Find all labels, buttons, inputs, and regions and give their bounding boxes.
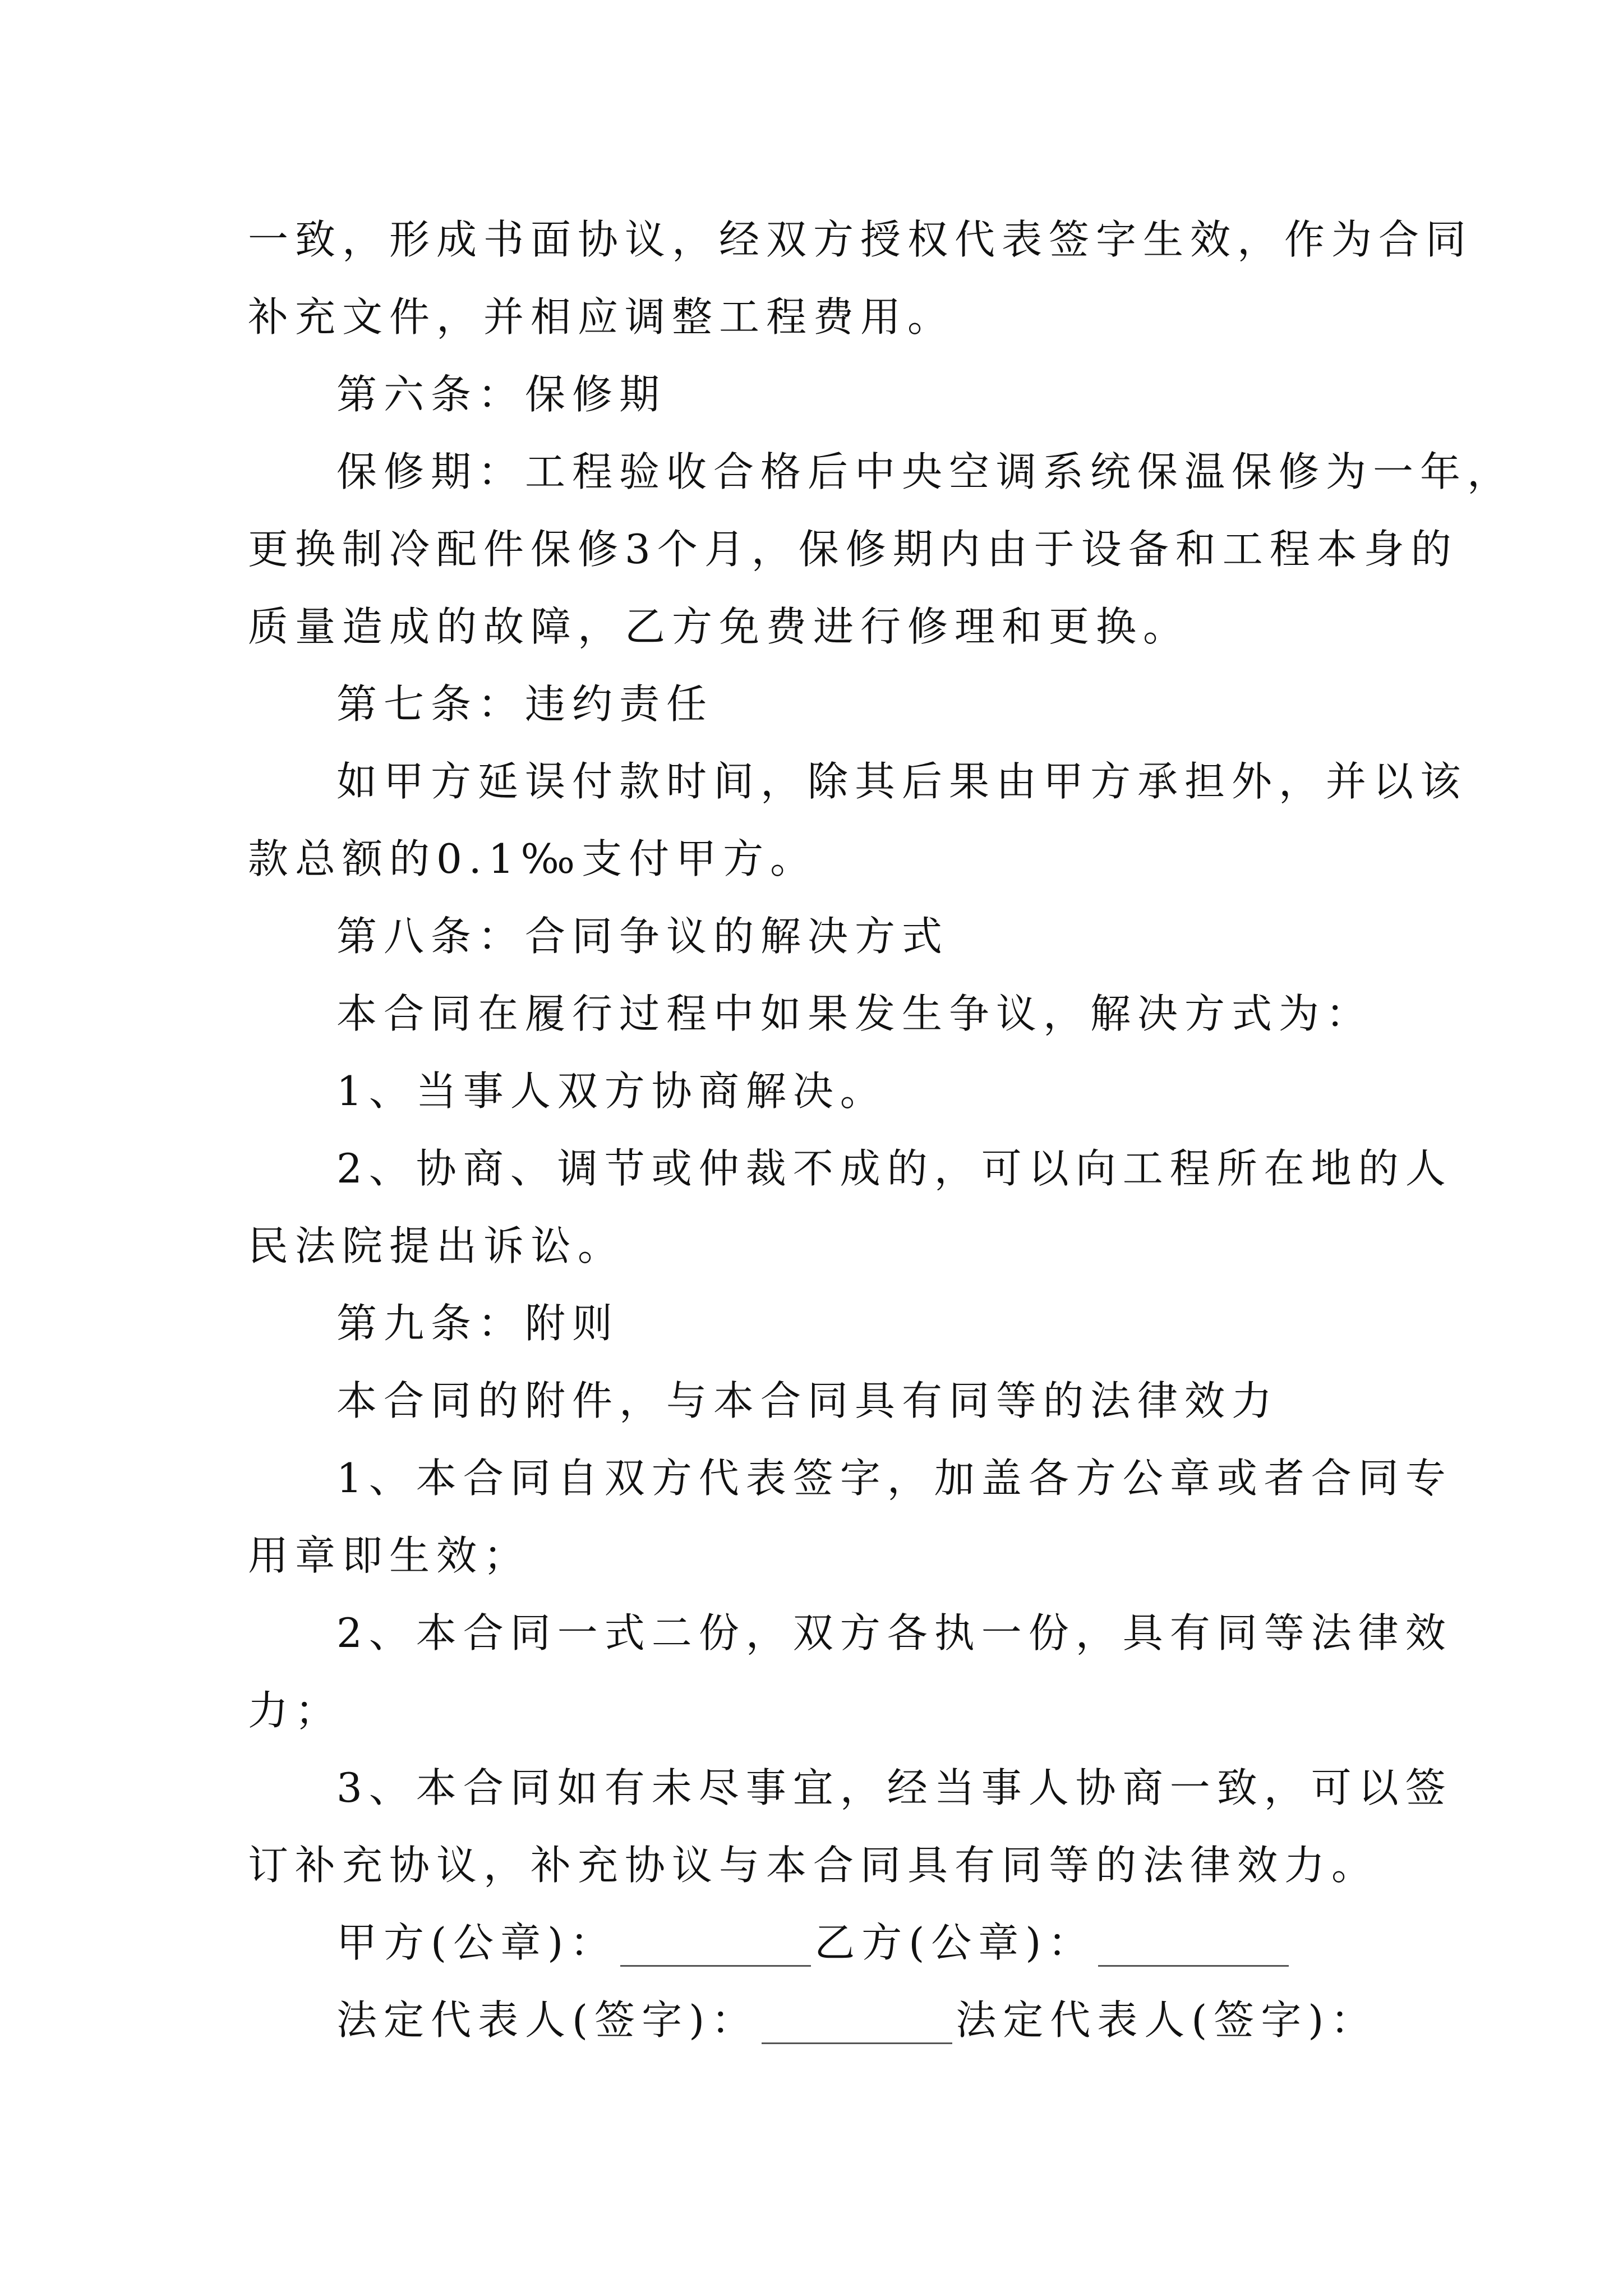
article-7-heading: 第七条：违约责任	[336, 680, 714, 728]
legal-rep-a-blank	[762, 2003, 952, 2044]
article-9-heading: 第九条：附则	[336, 1300, 620, 1347]
party-b-seal-blank	[1098, 1926, 1289, 1967]
list-item: 1、当事人双方协商解决。	[336, 1068, 887, 1115]
list-item: 2、协商、调节或仲裁不成的，可以向工程所在地的人	[336, 1145, 1453, 1192]
legal-rep-a-label: 法定代表人(签字)：	[336, 1996, 759, 2044]
text-line: 如甲方延误付款时间，除其后果由甲方承担外，并以该	[336, 758, 1468, 805]
text-line: 款总额的0.1‰支付甲方。	[248, 835, 818, 882]
article-6-heading: 第六条：保修期	[336, 371, 667, 418]
text-line: 力；	[248, 1687, 343, 1734]
contract-text	[248, 201, 1515, 2059]
text-line: 本合同在履行过程中如果发生争议，解决方式为：	[336, 990, 1373, 1037]
party-b-seal-label: 乙方(公章)：	[814, 1919, 1095, 1966]
article-8-heading: 第八条：合同争议的解决方式	[336, 913, 949, 960]
text-line: 更换制冷配件保修3个月，保修期内由于设备和工程本身的	[248, 526, 1458, 573]
party-a-seal-blank	[620, 1926, 811, 1967]
text-line: 本合同的附件，与本合同具有同等的法律效力	[336, 1377, 1279, 1424]
text-line: 订补充协议，补充协议与本合同具有同等的法律效力。	[248, 1842, 1379, 1889]
signature-rep-row	[248, 1981, 1392, 2059]
list-item: 2、本合同一式二份，双方各执一份，具有同等法律效	[336, 1609, 1453, 1657]
text-line: 用章即生效；	[248, 1532, 531, 1579]
legal-rep-b-label: 法定代表人(签字)：	[956, 1996, 1378, 2044]
text-line: 补充文件，并相应调整工程费用。	[248, 293, 955, 341]
party-a-seal-label: 甲方(公章)：	[336, 1919, 617, 1966]
list-item: 3、本合同如有未尽事宜，经当事人协商一致，可以签	[336, 1764, 1453, 1811]
list-item: 1、本合同自双方代表签字，加盖各方公章或者合同专	[336, 1455, 1453, 1502]
text-line: 民法院提出诉讼。	[248, 1222, 625, 1269]
text-line: 一致，形成书面协议，经双方授权代表签字生效，作为合同	[248, 216, 1473, 263]
text-line: 保修期：工程验收合格后中央空调系统保温保修为一年，	[336, 448, 1515, 495]
signature-seal-row	[248, 1904, 1392, 1981]
text-line: 质量造成的故障，乙方免费进行修理和更换。	[248, 603, 1191, 650]
